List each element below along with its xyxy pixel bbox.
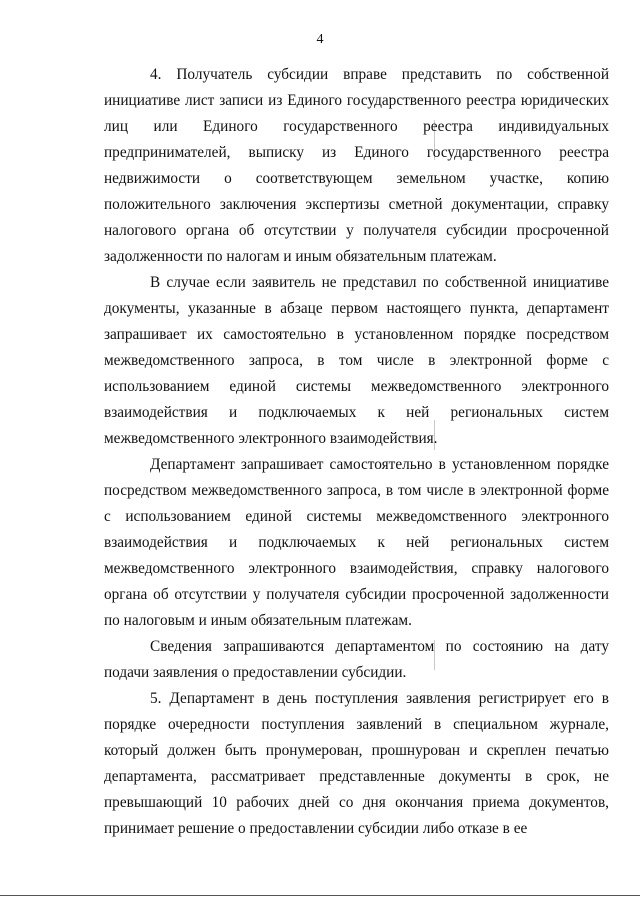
paragraph: 4. Получатель субсидии вправе представить по собственной инициативе лист записи из Единого государственного реестра юридических лиц или Единого государственного реестра индивидуальных предпринимателей, выписку из Единого государственного реестра недвижимости о соответствующем земельном участке, копию положительного заключения экспертизы сметной документации, справку налогового органа об отсутствии у получателя субсидии просроченной задолженности по налогам и иным обязательным платежам. xyxy=(104,66,609,265)
paragraph: Департамент запрашивает самостоятельно в установленном порядке посредством межведомственного запроса, в том числе в электронной форме с использованием единой системы межведомственного электронного взаимодействия и подключаемых к ней региональных систем межведомственного электронного взаимодействия, справку налогового органа об отсутствии у получателя субсидии просроченной задолженности по налоговым и иным обязательным платежам. xyxy=(104,456,609,629)
page-bottom-rule xyxy=(0,895,640,896)
document-body xyxy=(104,62,609,842)
paragraph: 5. Департамент в день поступления заявления регистрирует его в порядке очередности поступления заявлений в специальном журнале, который должен быть пронумерован, прошнурован и скреплен печатью департамента, рассматривает представленные документы в срок, не превышающий 10 рабочих дней со дня окончания приема документов, принимает решение о предоставлении субсидии либо отказе в ее xyxy=(104,690,609,837)
paragraph: В случае если заявитель не представил по собственной инициативе документы, указанные в абзаце первом настоящего пункта, департамент запрашивает их самостоятельно в установленном порядке посредством межведомственного запроса, в том числе в электронной форме с использованием единой системы межведомственного электронного взаимодействия и подключаемых к ней региональных систем межведомственного электронного взаимодействия. xyxy=(104,274,609,447)
page-number: 4 xyxy=(316,32,324,47)
paragraph: Сведения запрашиваются департаментом по состоянию на дату подачи заявления о предоставлении субсидии. xyxy=(104,638,609,681)
